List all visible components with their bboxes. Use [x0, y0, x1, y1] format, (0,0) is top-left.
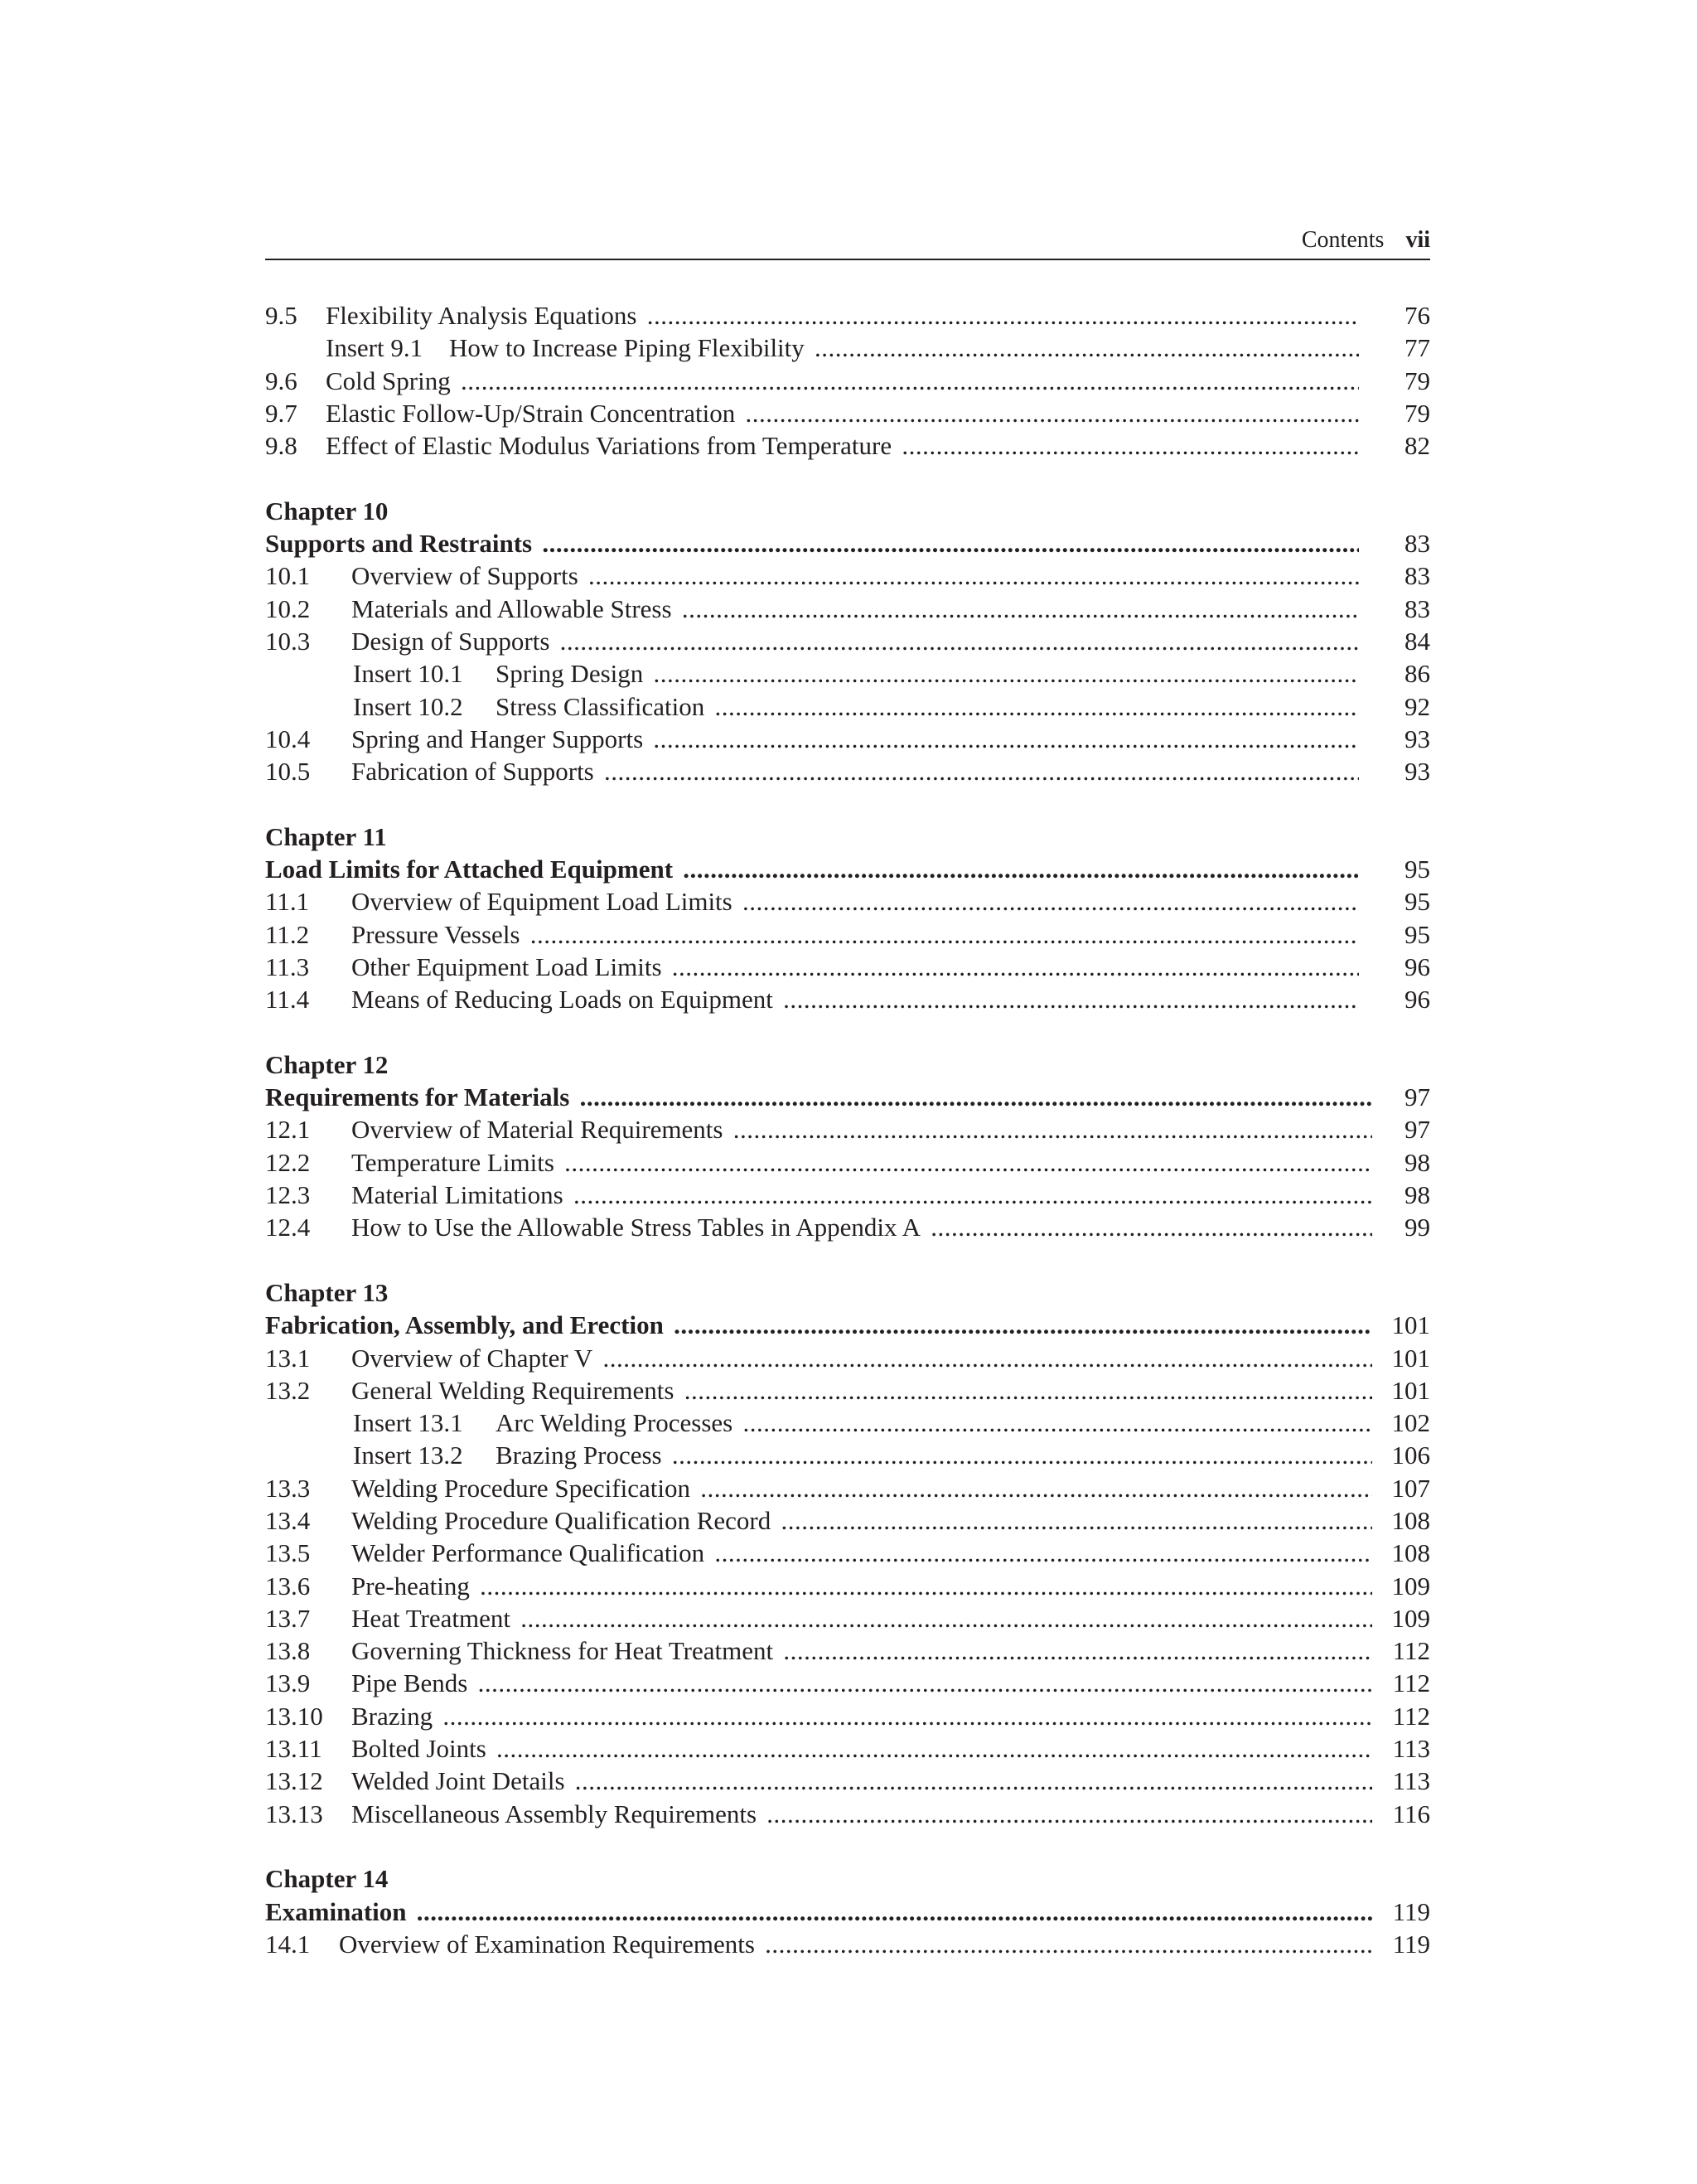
page-number: 107	[1391, 1473, 1430, 1503]
page-number: 97	[1404, 1115, 1430, 1145]
chapter-title-entry	[265, 1309, 1430, 1341]
section-number: 12.4	[265, 1213, 311, 1242]
section-entry	[265, 625, 1430, 657]
entry-title-with-leader	[449, 332, 1359, 364]
insert-entry	[265, 332, 1430, 364]
page-number: 109	[1391, 1571, 1430, 1600]
page-number: 77	[1404, 333, 1430, 363]
entry-title-with-leader	[496, 1407, 1372, 1439]
entry-title: Means of Reducing Loads on Equipment	[351, 985, 776, 1014]
section-entry	[265, 593, 1430, 625]
entry-title-with-leader	[351, 885, 1359, 918]
page-number: 79	[1404, 366, 1430, 395]
page-number: 116	[1392, 1799, 1430, 1828]
entry-title-with-leader	[265, 527, 1359, 559]
page-number: 95	[1404, 919, 1430, 949]
entry-title-with-leader	[265, 853, 1359, 885]
section-number: 13.12	[265, 1766, 323, 1796]
section-number: 13.3	[265, 1473, 311, 1503]
section-entry	[265, 1667, 1430, 1699]
entry-title: Overview of Equipment Load Limits	[351, 887, 736, 916]
section-entry	[265, 918, 1430, 951]
entry-title-with-leader	[351, 1765, 1372, 1797]
entry-title: Brazing Process	[496, 1441, 665, 1470]
entry-title: Welding Procedure Specification	[351, 1474, 694, 1503]
entry-title-with-leader	[351, 723, 1359, 755]
entry-title-with-leader	[351, 1211, 1372, 1243]
insert-entry	[265, 1407, 1430, 1439]
chapter-title-entry	[265, 853, 1430, 885]
entry-title: Overview of Examination Requirements	[339, 1930, 758, 1959]
page-number: 101	[1391, 1375, 1430, 1405]
entry-title: Elastic Follow-Up/Strain Concentration	[326, 399, 738, 428]
insert-number: Insert 13.1	[353, 1408, 463, 1438]
insert-entry	[265, 690, 1430, 723]
section-number: 12.3	[265, 1180, 311, 1210]
entry-title: Pipe Bends	[351, 1668, 471, 1697]
entry-title-with-leader	[265, 1309, 1372, 1341]
entry-title-with-leader	[351, 1667, 1372, 1699]
section-entry	[265, 1211, 1430, 1243]
page-number: 102	[1391, 1408, 1430, 1438]
chapter-label: Chapter 13	[265, 1277, 389, 1307]
entry-title: Stress Classification	[496, 692, 708, 721]
entry-title: Material Limitations	[351, 1180, 567, 1209]
entry-title-with-leader	[351, 1472, 1372, 1504]
header-label: Contents	[1301, 227, 1385, 253]
block-spacer	[265, 787, 1430, 820]
entry-title: Fabrication of Supports	[351, 757, 597, 786]
page-number: 93	[1404, 724, 1430, 753]
entry-title-with-leader	[351, 1602, 1372, 1634]
entry-title: Effect of Elastic Modulus Variations from Temperature	[326, 431, 895, 460]
page-number: 98	[1404, 1180, 1430, 1210]
block-spacer	[265, 1830, 1430, 1862]
entry-title: Miscellaneous Assembly Requirements	[351, 1799, 760, 1828]
entry-title-with-leader	[326, 397, 1359, 429]
section-number: 10.4	[265, 724, 311, 753]
entry-title: Brazing	[351, 1702, 436, 1731]
section-number: 13.1	[265, 1343, 311, 1373]
chapter-label: Chapter 14	[265, 1864, 389, 1894]
entry-title-with-leader	[351, 1504, 1372, 1537]
entry-title-with-leader	[496, 690, 1359, 723]
entry-title-with-leader	[351, 1342, 1372, 1374]
insert-number: Insert 9.1	[326, 333, 423, 363]
running-header	[265, 222, 1430, 260]
entry-title-with-leader	[351, 951, 1359, 983]
entry-title-with-leader	[351, 1113, 1372, 1145]
section-entry	[265, 365, 1430, 397]
entry-title-with-leader	[351, 625, 1359, 657]
entry-title: Design of Supports	[351, 627, 553, 656]
entry-title: Governing Thickness for Heat Treatment	[351, 1636, 776, 1665]
section-entry	[265, 1634, 1430, 1667]
page-number: 83	[1404, 561, 1430, 591]
section-number: 13.13	[265, 1799, 323, 1828]
insert-entry	[265, 1439, 1430, 1471]
page-number: 109	[1391, 1603, 1430, 1633]
page-number: 98	[1404, 1147, 1430, 1177]
page-number: 96	[1404, 952, 1430, 981]
entry-title: Bolted Joints	[351, 1734, 490, 1763]
page-number: 82	[1404, 431, 1430, 461]
entry-title: Pre-heating	[351, 1571, 473, 1600]
section-entry	[265, 1602, 1430, 1634]
entry-title: How to Increase Piping Flexibility	[449, 333, 808, 362]
entry-title: Welder Performance Qualification	[351, 1538, 708, 1567]
entry-title-with-leader	[351, 918, 1359, 951]
entry-title-with-leader	[351, 593, 1359, 625]
section-entry	[265, 1342, 1430, 1374]
page-number: 99	[1404, 1213, 1430, 1242]
entry-title: Welding Procedure Qualification Record	[351, 1506, 774, 1535]
section-entry	[265, 1700, 1430, 1732]
section-entry	[265, 1765, 1430, 1797]
entry-title-with-leader	[265, 1081, 1372, 1113]
entry-title: General Welding Requirements	[351, 1376, 677, 1405]
section-entry	[265, 1146, 1430, 1179]
page-number: 83	[1404, 593, 1430, 623]
chapter-title-entry	[265, 527, 1430, 559]
section-number: 9.6	[265, 366, 297, 395]
entry-title: Materials and Allowable Stress	[351, 594, 675, 623]
section-number: 9.8	[265, 431, 297, 461]
entry-title: Requirements for Materials	[265, 1082, 573, 1111]
page-number: 101	[1391, 1343, 1430, 1373]
page-number: 97	[1404, 1082, 1430, 1112]
entry-title: Overview of Supports	[351, 561, 582, 590]
entry-title-with-leader	[496, 1439, 1372, 1471]
section-entry	[265, 951, 1430, 983]
entry-title: Spring and Hanger Supports	[351, 724, 646, 753]
section-number: 11.3	[265, 952, 310, 981]
section-number: 10.5	[265, 757, 311, 787]
section-entry	[265, 559, 1430, 592]
section-number: 11.4	[265, 985, 310, 1015]
section-entry	[265, 1472, 1430, 1504]
section-entry	[265, 755, 1430, 787]
entry-title: Fabrication, Assembly, and Erection	[265, 1310, 667, 1339]
section-entry	[265, 885, 1430, 918]
page-number: 84	[1404, 626, 1430, 656]
entry-title-with-leader	[326, 299, 1359, 332]
entry-title-with-leader	[351, 1570, 1372, 1602]
page-number: 93	[1404, 757, 1430, 787]
page-number: 113	[1392, 1766, 1430, 1796]
section-entry	[265, 1798, 1430, 1830]
section-number: 13.10	[265, 1701, 323, 1731]
section-number: 10.3	[265, 626, 311, 656]
entry-title: Supports and Restraints	[265, 529, 535, 558]
entry-title: Cold Spring	[326, 366, 454, 395]
chapter-label: Chapter 11	[265, 821, 387, 851]
chapter-title-entry	[265, 1896, 1430, 1928]
entry-title-with-leader	[351, 1798, 1372, 1830]
section-number: 13.7	[265, 1603, 311, 1633]
entry-title: Load Limits for Attached Equipment	[265, 855, 676, 884]
page-number: 96	[1404, 985, 1430, 1015]
entry-title-with-leader	[351, 1537, 1372, 1569]
header-page-number: vii	[1405, 227, 1430, 253]
section-number: 13.2	[265, 1375, 311, 1405]
insert-number: Insert 10.2	[353, 691, 463, 721]
table-of-contents	[265, 299, 1430, 1960]
section-entry	[265, 429, 1430, 462]
section-entry	[265, 723, 1430, 755]
entry-title: How to Use the Allowable Stress Tables in Appendix A	[351, 1213, 924, 1242]
page-number: 92	[1404, 691, 1430, 721]
entry-title-with-leader	[326, 365, 1359, 397]
entry-title: Welded Joint Details	[351, 1766, 568, 1795]
entry-title: Pressure Vessels	[351, 920, 524, 949]
page-number: 112	[1392, 1636, 1430, 1666]
section-number: 13.9	[265, 1668, 311, 1698]
chapter-label: Chapter 10	[265, 496, 389, 525]
section-number: 12.1	[265, 1115, 311, 1145]
section-entry	[265, 1732, 1430, 1765]
section-number: 12.2	[265, 1147, 311, 1177]
block-spacer	[265, 462, 1430, 494]
page-number: 108	[1391, 1538, 1430, 1568]
page-number: 79	[1404, 398, 1430, 428]
page-number: 112	[1392, 1701, 1430, 1731]
insert-number: Insert 10.1	[353, 659, 463, 689]
section-number: 9.5	[265, 301, 297, 330]
section-number: 10.2	[265, 593, 311, 623]
section-entry	[265, 299, 1430, 332]
page-number: 95	[1404, 887, 1430, 917]
section-entry	[265, 983, 1430, 1015]
entry-title-with-leader	[351, 1634, 1372, 1667]
section-entry	[265, 1928, 1430, 1960]
entry-title: Arc Welding Processes	[496, 1408, 736, 1437]
entry-title-with-leader	[326, 429, 1359, 462]
block-spacer	[265, 1016, 1430, 1048]
section-number: 13.8	[265, 1636, 311, 1666]
entry-title-with-leader	[351, 1179, 1372, 1211]
block-spacer	[265, 1244, 1430, 1276]
chapter-label: Chapter 12	[265, 1049, 389, 1079]
entry-title: Overview of Material Requirements	[351, 1115, 727, 1144]
section-number: 11.1	[265, 887, 310, 917]
section-number: 13.11	[265, 1734, 322, 1764]
entry-title-with-leader	[351, 1374, 1372, 1407]
entry-title: Flexibility Analysis Equations	[326, 301, 640, 330]
entry-title-with-leader	[351, 755, 1359, 787]
page-number: 119	[1392, 1929, 1430, 1959]
section-entry	[265, 1537, 1430, 1569]
entry-title: Other Equipment Load Limits	[351, 952, 665, 981]
insert-entry	[265, 657, 1430, 690]
insert-number: Insert 13.2	[353, 1441, 463, 1470]
page-number: 86	[1404, 659, 1430, 689]
section-number: 10.1	[265, 561, 311, 591]
section-number: 13.4	[265, 1505, 311, 1535]
section-entry	[265, 1570, 1430, 1602]
entry-title-with-leader	[351, 559, 1359, 592]
section-entry	[265, 1374, 1430, 1407]
section-number: 14.1	[265, 1929, 311, 1959]
section-entry	[265, 397, 1430, 429]
entry-title: Temperature Limits	[351, 1148, 558, 1177]
entry-title-with-leader	[351, 1732, 1372, 1765]
entry-title-with-leader	[265, 1896, 1372, 1928]
page-number: 101	[1391, 1310, 1430, 1340]
entry-title-with-leader	[339, 1928, 1372, 1960]
entry-title: Heat Treatment	[351, 1604, 514, 1633]
entry-title: Examination	[265, 1897, 410, 1926]
chapter-title-entry	[265, 1081, 1430, 1113]
entry-title-with-leader	[496, 657, 1359, 690]
page-number: 119	[1392, 1896, 1430, 1926]
section-entry	[265, 1504, 1430, 1537]
page-number: 113	[1392, 1734, 1430, 1764]
section-number: 11.2	[265, 919, 310, 949]
section-entry	[265, 1113, 1430, 1145]
section-number: 13.6	[265, 1571, 311, 1600]
entry-title-with-leader	[351, 983, 1359, 1015]
entry-title-with-leader	[351, 1700, 1372, 1732]
page-number: 112	[1392, 1668, 1430, 1698]
section-entry	[265, 1179, 1430, 1211]
entry-title: Overview of Chapter V	[351, 1344, 596, 1373]
section-number: 13.5	[265, 1538, 311, 1568]
page-number: 83	[1404, 529, 1430, 559]
page-number: 108	[1391, 1505, 1430, 1535]
section-number: 9.7	[265, 398, 297, 428]
page-number: 76	[1404, 301, 1430, 330]
page-number: 95	[1404, 855, 1430, 884]
entry-title-with-leader	[351, 1146, 1372, 1179]
page-number: 106	[1391, 1441, 1430, 1470]
entry-title: Spring Design	[496, 659, 646, 688]
